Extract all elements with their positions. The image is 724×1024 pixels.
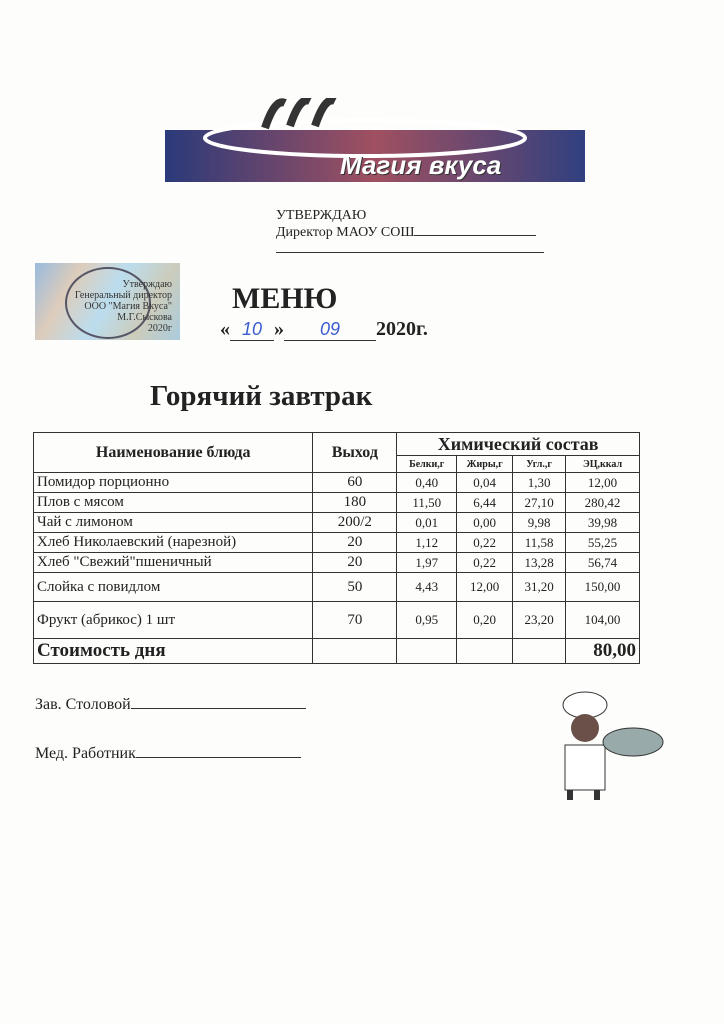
table-row [34,493,640,513]
header-energy: ЭЦ,ккал [566,456,640,473]
date-quote: « [220,318,230,340]
header-chem: Химический состав [397,433,640,456]
energy: 55,25 [566,533,640,553]
energy: 12,00 [566,473,640,493]
carbs: 11,58 [513,533,566,553]
fat: 0,04 [457,473,513,493]
meal-title: Горячий завтрак [150,380,373,412]
carbs: 1,30 [513,473,566,493]
carbs: 27,10 [513,493,566,513]
stamp-line: Генеральный директор [74,290,172,301]
energy: 39,98 [566,513,640,533]
carbs: 23,20 [513,602,566,639]
fat: 0,20 [457,602,513,639]
protein: 11,50 [397,493,457,513]
date-quote: » [274,318,284,340]
table-row [34,573,640,602]
date-year: 2020г. [376,318,428,340]
approval-director: Директор МАОУ СОШ [276,225,415,240]
menu-date [220,318,428,341]
table-row [34,473,640,493]
table-row [34,533,640,553]
medic-signature [35,745,301,763]
energy: 150,00 [566,573,640,602]
approval-stamp [35,263,180,340]
dish-name: Плов с мясом [34,493,313,513]
header-name: Наименование блюда [34,433,313,473]
output: 20 [313,553,397,573]
fat: 12,00 [457,573,513,602]
date-month: 09 [284,319,376,341]
medic-label: Мед. Работник [35,745,136,762]
dish-name: Помидор порционно [34,473,313,493]
menu-table [33,432,640,664]
protein: 1,97 [397,553,457,573]
dish-name: Чай с лимоном [34,513,313,533]
output: 180 [313,493,397,513]
energy: 280,42 [566,493,640,513]
fat: 0,22 [457,533,513,553]
output: 60 [313,473,397,493]
approval-heading: УТВЕРЖДАЮ [276,208,367,223]
logo-text: Магия вкуса [340,150,502,180]
protein: 0,01 [397,513,457,533]
total-label: Стоимость дня [34,639,313,664]
carbs: 9,98 [513,513,566,533]
energy: 104,00 [566,602,640,639]
stamp-line: 2020г [147,323,172,334]
carbs: 13,28 [513,553,566,573]
output: 20 [313,533,397,553]
total-value: 80,00 [566,639,640,664]
fat: 0,00 [457,513,513,533]
output: 200/2 [313,513,397,533]
protein: 1,12 [397,533,457,553]
header-carbs: Угл.,г [513,456,566,473]
output: 50 [313,573,397,602]
stamp-line: Утверждаю [122,279,172,290]
protein: 4,43 [397,573,457,602]
energy: 56,74 [566,553,640,573]
header-fat: Жиры,г [457,456,513,473]
header-protein: Белки,г [397,456,457,473]
table-row [34,553,640,573]
protein: 0,40 [397,473,457,493]
header-output: Выход [313,433,397,473]
stamp-line: ООО "Магия Вкуса" [84,301,172,312]
approval-block [276,207,544,258]
chef-illustration [535,690,665,802]
menu-title: МЕНЮ [232,282,338,315]
carbs: 31,20 [513,573,566,602]
table-row [34,513,640,533]
dish-name: Слойка с повидлом [34,573,313,602]
date-day: 10 [230,319,274,341]
fat: 6,44 [457,493,513,513]
dish-name: Хлеб Николаевский (нарезной) [34,533,313,553]
dish-name: Фрукт (абрикос) 1 шт [34,602,313,639]
fat: 0,22 [457,553,513,573]
stamp-line: М.Г.Сыскова [117,312,172,323]
table-row [34,602,640,639]
company-logo [165,98,585,190]
protein: 0,95 [397,602,457,639]
dish-name: Хлеб "Свежий"пшеничный [34,553,313,573]
canteen-label: Зав. Столовой [35,696,131,713]
output: 70 [313,602,397,639]
canteen-signature [35,696,306,714]
